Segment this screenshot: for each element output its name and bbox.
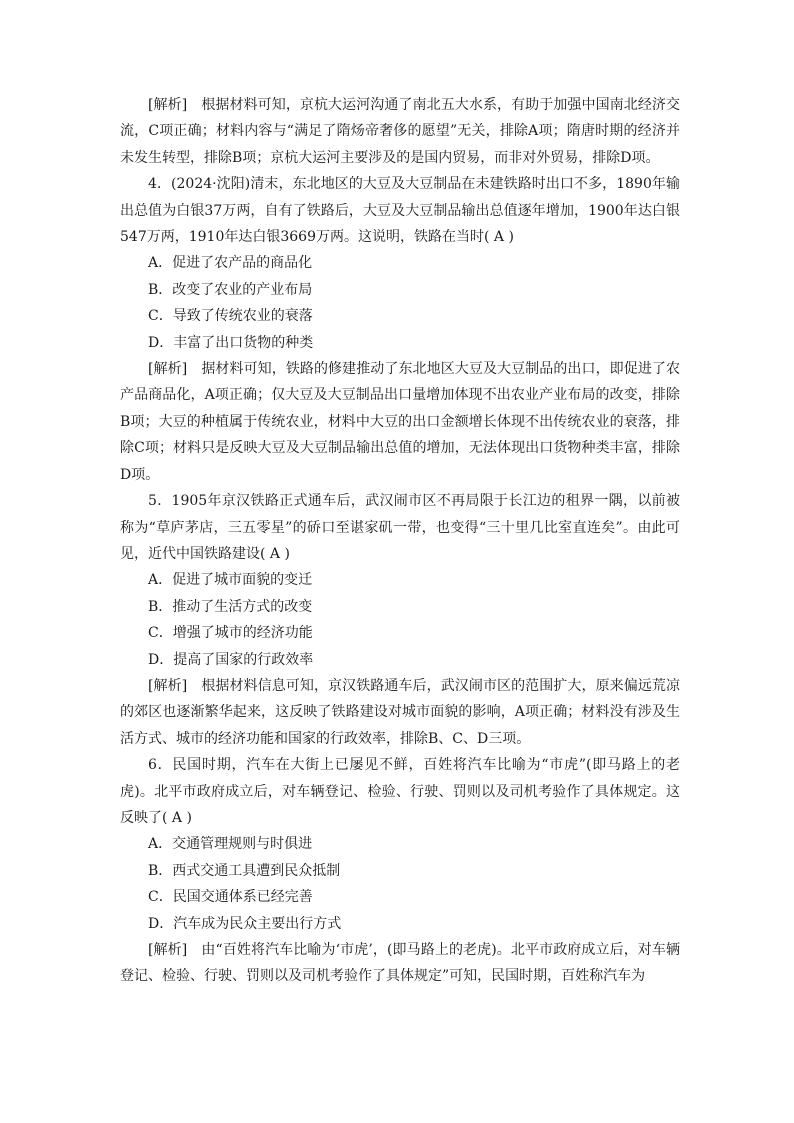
question-5-option-b: B．推动了生活方式的改变 (148, 598, 313, 615)
question-6-option-b: B．西式交通工具遭到民众抵制 (148, 862, 341, 879)
analysis-text: 由“百姓将汽车比喻为‘市虎’，(即马路上的老虎)。北平市政府成立后，对车辆登记、检验、行驶、罚则以及司机考验作了具体规定”可知，民国时期，百姓称汽车为 (120, 942, 680, 985)
analysis-text: 据材料可知，铁路的修建推动了东北地区大豆及大豆制品的出口，即促进了农产品商品化，A项正确；仅大豆及大豆制品出口量增加体现不出农业产业布局的改变，排除B项；大豆的种植属于传统农业，材料中大豆的出口金额增长体现不出传统农业的衰落，排除C项；材料只是反映大豆及大豆制品输出总值的增加，无法体现出口货物种类丰富，排除D项。 (120, 361, 680, 483)
analysis-tag: [解析] (148, 677, 188, 694)
question-5-option-c: C．增强了城市的经济功能 (148, 625, 313, 642)
question-4-option-b: B．改变了农业的产业布局 (148, 281, 313, 298)
analysis-paragraph (120, 673, 680, 752)
analysis-text: 根据材料可知，京杭大运河沟通了南北五大水系，有助于加强中国南北经济交流，C项正确；材料内容与“满足了隋炀帝奢侈的愿望”无关，排除A项；隋唐时期的经济并未发生转型，排除B项；京杭大运河主要涉及的是国内贸易，而非对外贸易，排除D项。 (120, 97, 680, 166)
question-4-option-d: D．丰富了出口货物的种类 (148, 334, 314, 351)
question-4-option-a: A．促进了农产品的商品化 (148, 255, 313, 272)
question-6-option-c: C．民国交通体系已经完善 (148, 889, 313, 906)
analysis-tag: [解析] (148, 942, 188, 958)
question-6-option-d: D．汽车成为民众主要出行方式 (148, 915, 342, 932)
analysis-paragraph (120, 937, 680, 990)
question-6-stem: 6．民国时期，汽车在大街上已屡见不鲜，百姓将汽车比喻为“市虎”(即马路上的老虎)。北平市政府成立后，对车辆登记、检验、行驶、罚则以及司机考验作了具体规定。这反映了( A ) (120, 757, 680, 826)
question-5-option-a: A．促进了城市面貌的变迁 (148, 572, 313, 589)
analysis-text: 根据材料信息可知，京汉铁路通车后，武汉闹市区的范围扩大，原来偏远荒凉的郊区也逐渐繁华起来，这反映了铁路建设对城市面貌的影响，A项正确；材料没有涉及生活方式、城市的经济功能和国家的行政效率，排除B、C、D三项。 (120, 677, 680, 747)
question-6-option-a: A．交通管理规则与时俱进 (148, 836, 313, 853)
question-4-stem: 4．(2024·沈阳)清末，东北地区的大豆及大豆制品在未建铁路时出口不多，1890年输出总值为白银37万两，自有了铁路后，大豆及大豆制品输出总值逐年增加，1900年达白银547万两，1910年达白银3669万两。这说明，铁路在当时( A ) (120, 176, 680, 246)
analysis-paragraph (120, 356, 680, 488)
question-5-option-d: D．提高了国家的行政效率 (148, 651, 314, 668)
question-5-stem: 5．1905年京汉铁路正式通车后，武汉闹市区不再局限于长江边的租界一隅，以前被称为“草庐茅店，三五零星”的硚口至谌家矶一带，也变得“三十里几比室直连矣”。由此可见，近代中国铁路建设( A ) (120, 493, 680, 562)
document-page (120, 92, 680, 990)
analysis-tag: [解析] (148, 97, 188, 113)
analysis-paragraph (120, 92, 680, 171)
analysis-tag: [解析] (148, 361, 188, 378)
question-4-option-c: C．导致了传统农业的衰落 (148, 308, 313, 325)
